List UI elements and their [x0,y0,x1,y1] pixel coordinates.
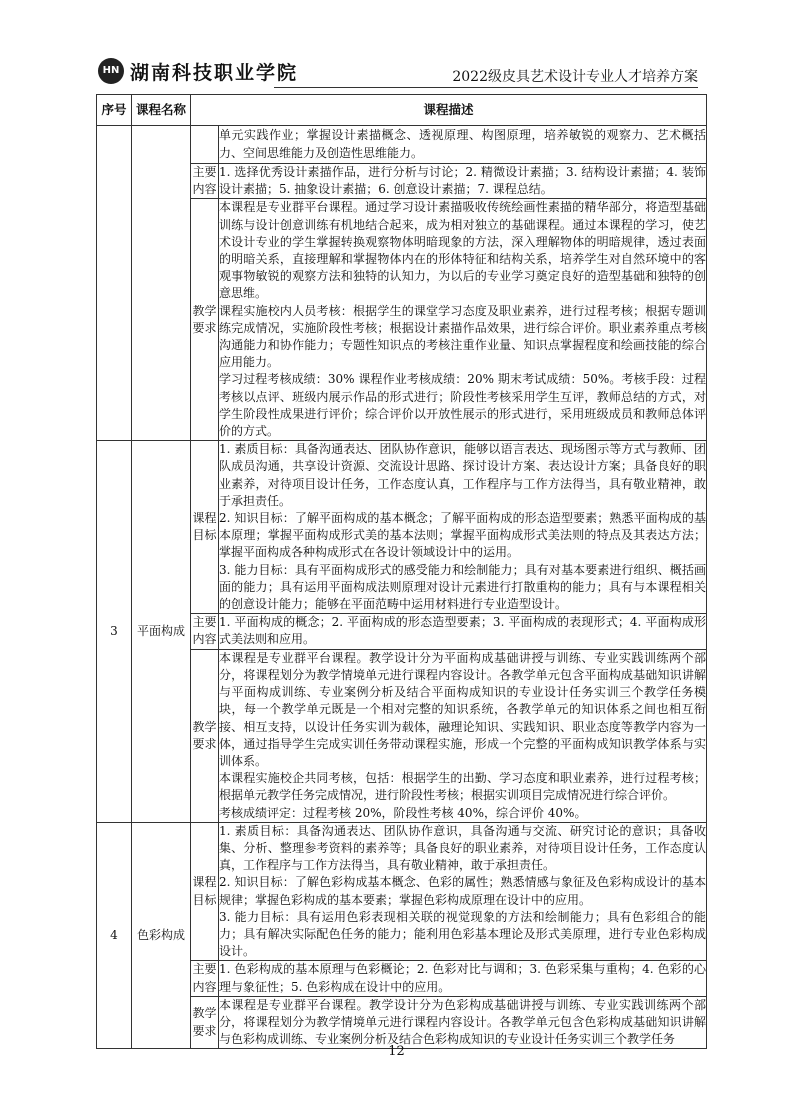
paragraph: 课程实施校内人员考核：根据学生的课堂学习态度及职业素养，进行过程考核；根据专题训练完成情况，实施阶段性考核；根据设计素描作品效果，进行综合评价。职业素养重点考核沟通能力和协作能力；专题性知识点的考核注重作业量、知识点掌握程度和绘画技能的综合应用能力。 [219,303,707,370]
school-name: 湖南科技职业学院 [130,62,299,84]
goal-continued-text: 单元实践作业；掌握设计素描概念、透视原理、构图原理，培养敏锐的观察力、艺术概括力、空间思维能力及创造性思维能力。 [219,126,707,164]
paragraph: 考核成绩评定：过程考核 20%，阶段性考核 40%，综合评价 40%。 [219,805,587,820]
table-row [97,126,707,164]
goals-text [219,822,707,961]
paragraph: 1. 素质目标：具备沟通表达、团队协作意识，能够以语言表达、现场图示等方式与教师、团队成员沟通，共享设计资源、交流设计思路、探讨设计方案、表达设计方案；具备良好的职业素养，对待项目设计任务，工作态度认真，工作程序与工作方法得当，具有敬业精神，敢于承担责任。 [219,442,707,508]
paragraph: 1. 素质目标：具备沟通表达、团队协作意识，具备沟通与交流、研究讨论的意识；具备收集、分析、整理参考资料的素养等；具备良好的职业素养，对待项目设计任务，工作态度认真，工作程序与工作方法得当，具有敬业精神，敢于承担责任。 [219,823,707,873]
course-number: 4 [97,822,132,1049]
course-table [96,94,707,1049]
row-label-requirements: 教学要求 [191,649,219,822]
header-rule [274,87,698,88]
course-name-cell [132,126,191,441]
paragraph: 本课程是专业群平台课程。通过学习设计素描吸收传统绘画性素描的精华部分，将造型基础训练与设计创意训练有机地结合起来，成为相对独立的基础课程。通过本课程的学习，使艺术设计专业的学生掌握转换观察物体明暗现象的方法，深入理解物体的明暗规律，透过表面的明暗关系，直接理解和掌握物体内在的形体特征和结构关系，培养学生对自然环境中的客观事物敏锐的观察方法和独特的认知力，为以后的专业学习奠定良好的造型基础和独特的创意思维。 [219,200,707,301]
row-label-content: 主要内容 [191,164,219,199]
content-text: 1. 色彩构成的基本原理与色彩概论；2. 色彩对比与调和；3. 色彩采集与重构；4. 色彩的心理与象征性；5. 色彩构成在设计中的应用。 [219,961,707,996]
paragraph: 学习过程考核成绩：30% 课程作业考核成绩：20% 期末考试成绩：50%。考核手段：过程考核以点评、班级内展示作品的形式进行；阶段性考核采用学生互评，教师总结的方式，对学生阶段性成果进行评价；综合评价以开放性展示的形式进行，采用班级成员和教师总体评价的方式。 [219,372,707,439]
paragraph: 本课程实施校企共同考核，包括：根据学生的出勤、学习态度和职业素养，进行过程考核；根据单元教学任务完成情况，进行阶段性考核；根据实训项目完成情况进行综合评价。 [219,771,707,803]
program-title: 2022级皮具艺术设计专业人才培养方案 [452,69,698,85]
row-label-goals: 课程目标 [191,441,219,614]
row-label-content: 主要内容 [191,614,219,649]
table-row [97,441,707,614]
paragraph: 3. 能力目标：具有平面构成形式的感受能力和绘制能力；具有对基本要素进行组织、概括画面的能力；具有运用平面构成法则原理对设计元素进行打散重构的能力；具有与本课程相关的创意设计能力；能够在平面范畴中运用材料进行专业造型设计。 [219,562,707,612]
row-label-cell [191,126,219,164]
course-number: 3 [97,441,132,822]
paragraph: 2. 知识目标：了解平面构成的基本概念；了解平面构成的形态造型要素；熟悉平面构成的基本原理；掌握平面构成形式美的基本法则；掌握平面构成形式美法则的特点及其表达方法；掌握平面构成各种构成形式在各设计领域设计中的运用。 [219,511,707,560]
paragraph: 2. 知识目标：了解色彩构成基本概念、色彩的属性；熟悉情感与象征及色彩构成设计的基本规律；掌握色彩构成的基本要素；掌握色彩构成原理在设计中的应用。 [219,875,707,907]
goals-text [219,441,707,614]
row-label-requirements: 教学要求 [191,996,219,1049]
col-header-number: 序号 [97,95,132,126]
requirements-text [219,199,707,441]
table-row [97,822,707,961]
table-header-row [97,95,707,126]
requirements-text [219,649,707,822]
course-name: 色彩构成 [132,822,191,1049]
row-label-content: 主要内容 [191,961,219,996]
paragraph: 本课程是专业群平台课程。教学设计分为色彩构成基础讲授与训练、专业实践训练两个部分，将课程划分为教学情境单元进行课程内容设计。各教学单元包含色彩构成基础知识讲解与色彩构成训练、专业案例分析及结合色彩构成知识的专业设计任务实训三个教学任务 [219,997,707,1047]
course-name: 平面构成 [132,441,191,822]
col-header-course-name: 课程名称 [132,95,191,126]
col-header-description: 课程描述 [191,95,707,126]
row-label-requirements: 教学要求 [191,199,219,441]
row-label-goals: 课程目标 [191,822,219,961]
paragraph: 3. 能力目标：具有运用色彩表现相关联的视觉现象的方法和绘制能力；具有色彩组合的能力；具有解决实际配色任务的能力；能利用色彩基本理论及形式美原理，进行专业色彩构成设计。 [219,909,707,959]
page-header [98,56,698,90]
requirements-text [219,996,707,1049]
content-text: 1. 平面构成的概念；2. 平面构成的形态造型要素；3. 平面构成的表现形式；4. 平面构成形式美法则和应用。 [219,614,707,649]
school-logo-icon: HN [98,58,124,84]
content-text: 1. 选择优秀设计素描作品，进行分析与讨论；2. 精微设计素描；3. 结构设计素描；4. 装饰设计素描；5. 抽象设计素描；6. 创意设计素描；7. 课程总结。 [219,164,707,199]
page-number: 12 [388,1044,405,1059]
paragraph: 本课程是专业群平台课程。教学设计分为平面构成基础讲授与训练、专业实践训练两个部分，将课程划分为教学情境单元进行课程内容设计。各教学单元包含平面构成基础知识讲解与平面构成训练、专业案例分析及结合平面构成知识的专业设计任务实训三个教学任务模块，每一个教学单元既是一个相对完整的知识系统，各教学单元的知识体系之间也相互衔接、相互支持，以设计任务实训为载体，融理论知识、实践知识、职业态度等教学内容为一体，通过指导学生完成实训任务带动课程实施，形成一个完整的平面构成知识教学体系与实训体系。 [219,650,707,768]
course-number-cell [97,126,132,441]
